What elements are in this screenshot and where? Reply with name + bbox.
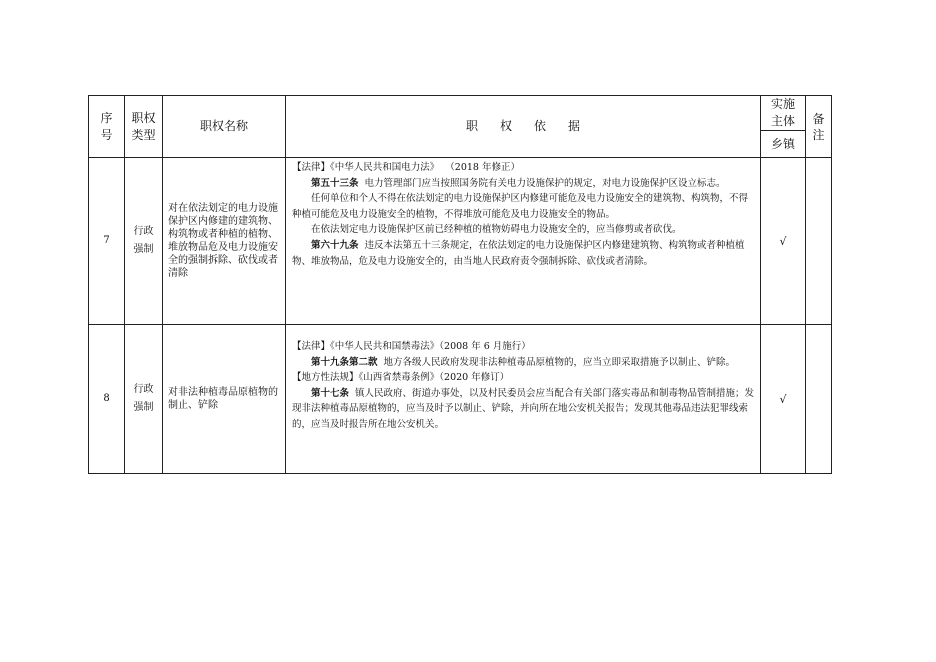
row-name: 对在依法划定的电力设施保护区内修建的建筑物、构筑物或者种植的植物、堆放物品危及电力设施安全的强制拆除、砍伐或者清除 (163, 158, 286, 325)
impl-check-mark: √ (761, 325, 806, 474)
law-heading: 【地方性法规】《山西省禁毒条例》（2020 年修订） (292, 372, 510, 384)
law-heading: 【法律】《中华人民共和国禁毒法》（2008 年 6 月施行） (292, 341, 531, 352)
article-paragraph: 第五十三条 电力管理部门应当按照国务院有关电力设施保护的规定，对电力设施保护区设立标志。 (311, 177, 726, 189)
header-seq: 序号 (89, 96, 125, 158)
row-remark (806, 158, 832, 325)
impl-check-mark: √ (761, 158, 806, 325)
article-paragraph: 第六十九条 违反本法第五十三条规定，在依法划定的电力设施保护区内修建建筑物、构筑物或者种植植物、堆放物品，危及电力设施安全的，由当地人民政府责令强制拆除、砍伐或者清除。 (292, 239, 745, 267)
row-name: 对非法种植毒品原植物的制止、铲除 (163, 325, 286, 474)
table-row (89, 158, 832, 325)
row-seq: 8 (89, 325, 125, 474)
law-heading: 【法律】《中华人民共和国电力法》 （2018 年修正） (292, 162, 520, 173)
row-type: 行政强制 (125, 325, 163, 474)
power-list-table (88, 95, 832, 474)
article-paragraph: 在依法划定电力设施保护区前已经种植的植物妨碍电力设施安全的，应当修剪或者砍伐。 (311, 224, 682, 236)
row-remark (806, 325, 832, 474)
header-name: 职权名称 (163, 96, 286, 158)
header-basis-char: 据 (568, 119, 581, 133)
header-basis-char: 权 (499, 119, 512, 133)
row-seq: 7 (89, 158, 125, 325)
row-basis (286, 325, 761, 474)
row-type: 行政强制 (125, 158, 163, 325)
article-paragraph: 任何单位和个人不得在依法划定的电力设施保护区内修建可能危及电力设施安全的建筑物、构筑物，不得种植可能危及电力设施安全的植物，不得堆放可能危及电力设施安全的物品。 (292, 193, 749, 220)
header-basis-char: 职 (465, 119, 478, 133)
header-basis (286, 96, 761, 158)
header-basis-char: 依 (534, 119, 547, 133)
header-remark: 备注 (806, 96, 832, 158)
table-row (89, 325, 832, 474)
article-paragraph: 第十七条 镇人民政府、街道办事处，以及村民委员会应当配合有关部门落实毒品和制毒物品管制措施；发现非法种植毒品原植物的，应当及时予以制止、铲除，并向所在地公安机关报告；发现其他毒品违法犯罪线索的，应当及时报告所在地公安机关。 (292, 387, 755, 430)
row-basis (286, 158, 761, 325)
header-type: 职权类型 (125, 96, 163, 158)
header-impl: 实施主体 (761, 96, 806, 131)
article-paragraph: 第十九条第二款 地方各级人民政府发现非法种植毒品原植物的，应当立即采取措施予以制止、铲除。 (311, 356, 736, 368)
header-impl-township: 乡镇 (761, 131, 806, 158)
